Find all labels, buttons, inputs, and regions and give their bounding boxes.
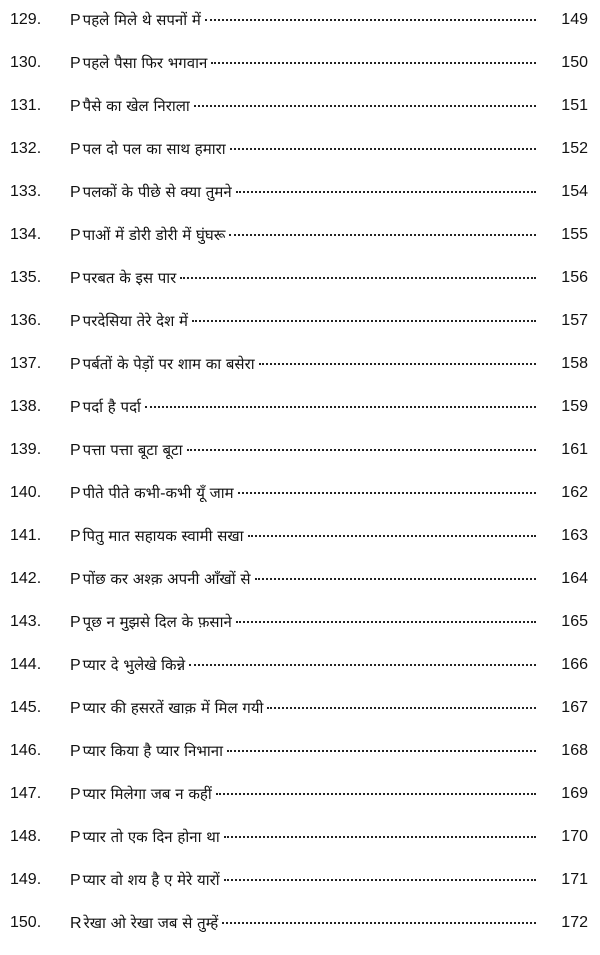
toc-entry bbox=[0, 473, 600, 513]
entry-letter: P bbox=[70, 485, 81, 502]
entry-page-number: 157 bbox=[561, 312, 588, 329]
entry-page-number: 155 bbox=[561, 226, 588, 243]
entry-letter: R bbox=[70, 915, 82, 932]
dot-leader bbox=[267, 707, 536, 709]
entry-text bbox=[70, 913, 540, 933]
entry-letter: P bbox=[70, 786, 81, 803]
entry-text bbox=[70, 225, 540, 245]
entry-title: पहले मिले थे सपनों में bbox=[82, 11, 201, 29]
entry-number: 148. bbox=[10, 828, 42, 845]
entry-text bbox=[70, 96, 540, 116]
entry-letter: P bbox=[70, 227, 81, 244]
entry-title: प्यार किया है प्यार निभाना bbox=[82, 742, 224, 760]
entry-page-number: 156 bbox=[561, 269, 588, 286]
entry-text bbox=[70, 311, 540, 331]
toc-entry bbox=[0, 43, 600, 83]
entry-letter: P bbox=[70, 141, 81, 158]
entry-text bbox=[70, 526, 540, 546]
entry-title: पर्बतों के पेड़ों पर शाम का बसेरा bbox=[82, 355, 255, 373]
entry-letter: P bbox=[70, 12, 81, 29]
entry-page-number: 170 bbox=[561, 828, 588, 845]
toc-entry bbox=[0, 688, 600, 728]
entry-letter: P bbox=[70, 829, 81, 846]
entry-number: 129. bbox=[10, 11, 42, 28]
toc-entry bbox=[0, 215, 600, 255]
entry-title: पलकों के पीछे से क्या तुमने bbox=[82, 183, 232, 201]
entry-title: परबत के इस पार bbox=[82, 269, 177, 287]
entry-text bbox=[70, 354, 540, 374]
toc-entry bbox=[0, 129, 600, 169]
entry-letter: P bbox=[70, 313, 81, 330]
toc-entry bbox=[0, 645, 600, 685]
entry-letter: P bbox=[70, 657, 81, 674]
entry-number: 142. bbox=[10, 570, 42, 587]
entry-page-number: 163 bbox=[561, 527, 588, 544]
entry-title: पीते पीते कभी-कभी यूँ जाम bbox=[82, 484, 234, 502]
entry-title: पोंछ कर अश्क़ अपनी आँखों से bbox=[82, 570, 251, 588]
entry-number: 147. bbox=[10, 785, 42, 802]
entry-page-number: 162 bbox=[561, 484, 588, 501]
entry-number: 136. bbox=[10, 312, 42, 329]
entry-text bbox=[70, 53, 540, 73]
toc-entry bbox=[0, 559, 600, 599]
entry-title: पर्दा है पर्दा bbox=[82, 398, 141, 416]
entry-text bbox=[70, 440, 540, 460]
entry-title: पितु मात सहायक स्वामी सखा bbox=[82, 527, 244, 545]
entry-page-number: 168 bbox=[561, 742, 588, 759]
entry-page-number: 169 bbox=[561, 785, 588, 802]
entry-number: 131. bbox=[10, 97, 42, 114]
toc-entry bbox=[0, 172, 600, 212]
entry-title: प्यार वो शय है ए मेरे यारों bbox=[82, 871, 220, 889]
entry-page-number: 161 bbox=[561, 441, 588, 458]
toc-entry bbox=[0, 0, 600, 40]
entry-number: 132. bbox=[10, 140, 42, 157]
dot-leader bbox=[227, 750, 536, 752]
dot-leader bbox=[211, 62, 536, 64]
entry-text bbox=[70, 182, 540, 202]
toc-entry bbox=[0, 731, 600, 771]
entry-text bbox=[70, 10, 540, 30]
entry-page-number: 152 bbox=[561, 140, 588, 157]
entry-number: 130. bbox=[10, 54, 42, 71]
entry-text bbox=[70, 397, 540, 417]
entry-text bbox=[70, 483, 540, 503]
toc-entry bbox=[0, 860, 600, 900]
dot-leader bbox=[189, 664, 536, 666]
entry-page-number: 151 bbox=[561, 97, 588, 114]
toc-entry bbox=[0, 301, 600, 341]
entry-letter: P bbox=[70, 270, 81, 287]
dot-leader bbox=[259, 363, 536, 365]
toc-entry bbox=[0, 602, 600, 642]
dot-leader bbox=[248, 535, 536, 537]
dot-leader bbox=[224, 836, 536, 838]
entry-title: पत्ता पत्ता बूटा बूटा bbox=[82, 441, 183, 459]
dot-leader bbox=[187, 449, 536, 451]
dot-leader bbox=[236, 191, 536, 193]
entry-page-number: 171 bbox=[561, 871, 588, 888]
entry-title: परदेसिया तेरे देश में bbox=[82, 312, 189, 330]
entry-page-number: 172 bbox=[561, 914, 588, 931]
dot-leader bbox=[216, 793, 536, 795]
entry-number: 144. bbox=[10, 656, 42, 673]
dot-leader bbox=[145, 406, 536, 408]
entry-letter: P bbox=[70, 872, 81, 889]
entry-page-number: 158 bbox=[561, 355, 588, 372]
dot-leader bbox=[236, 621, 536, 623]
entry-number: 143. bbox=[10, 613, 42, 630]
toc-entry bbox=[0, 258, 600, 298]
toc-entry bbox=[0, 817, 600, 857]
entry-title: प्यार तो एक दिन होना था bbox=[82, 828, 220, 846]
entry-number: 140. bbox=[10, 484, 42, 501]
toc-entry bbox=[0, 86, 600, 126]
entry-number: 137. bbox=[10, 355, 42, 372]
toc-entry bbox=[0, 387, 600, 427]
entry-title: प्यार की हसरतें खाक़ में मिल गयी bbox=[82, 699, 264, 717]
entry-letter: P bbox=[70, 184, 81, 201]
entry-page-number: 150 bbox=[561, 54, 588, 71]
entry-text bbox=[70, 139, 540, 159]
entry-page-number: 165 bbox=[561, 613, 588, 630]
dot-leader bbox=[230, 148, 536, 150]
entry-text bbox=[70, 741, 540, 761]
entry-text bbox=[70, 827, 540, 847]
entry-letter: P bbox=[70, 399, 81, 416]
toc-entry bbox=[0, 774, 600, 814]
entry-number: 146. bbox=[10, 742, 42, 759]
dot-leader bbox=[224, 879, 536, 881]
entry-number: 133. bbox=[10, 183, 42, 200]
entry-letter: P bbox=[70, 98, 81, 115]
toc-entry bbox=[0, 344, 600, 384]
entry-title: रेखा ओ रेखा जब से तुम्हें bbox=[83, 914, 219, 932]
toc-entry bbox=[0, 903, 600, 943]
entry-number: 145. bbox=[10, 699, 42, 716]
entry-number: 134. bbox=[10, 226, 42, 243]
entry-text bbox=[70, 784, 540, 804]
entry-letter: P bbox=[70, 614, 81, 631]
entry-number: 139. bbox=[10, 441, 42, 458]
dot-leader bbox=[238, 492, 536, 494]
dot-leader bbox=[192, 320, 536, 322]
dot-leader bbox=[205, 19, 536, 21]
entry-text bbox=[70, 569, 540, 589]
entry-letter: P bbox=[70, 442, 81, 459]
entry-text bbox=[70, 655, 540, 675]
entry-letter: P bbox=[70, 743, 81, 760]
entry-page-number: 167 bbox=[561, 699, 588, 716]
entry-page-number: 149 bbox=[561, 11, 588, 28]
entry-text bbox=[70, 870, 540, 890]
entry-page-number: 154 bbox=[561, 183, 588, 200]
entry-number: 135. bbox=[10, 269, 42, 286]
entry-page-number: 159 bbox=[561, 398, 588, 415]
entry-title: पैसे का खेल निराला bbox=[82, 97, 190, 115]
entry-letter: P bbox=[70, 55, 81, 72]
entry-page-number: 166 bbox=[561, 656, 588, 673]
dot-leader bbox=[194, 105, 536, 107]
entry-text bbox=[70, 698, 540, 718]
entry-title: प्यार मिलेगा जब न कहीं bbox=[82, 785, 212, 803]
toc-entry bbox=[0, 430, 600, 470]
entry-number: 149. bbox=[10, 871, 42, 888]
entry-number: 138. bbox=[10, 398, 42, 415]
entry-title: पल दो पल का साथ हमारा bbox=[82, 140, 226, 158]
entry-title: पहले पैसा फिर भगवान bbox=[82, 54, 208, 72]
entry-letter: P bbox=[70, 528, 81, 545]
entry-letter: P bbox=[70, 700, 81, 717]
entry-letter: P bbox=[70, 356, 81, 373]
entry-title: पाओं में डोरी डोरी में घुंघरू bbox=[82, 226, 226, 244]
toc-entry bbox=[0, 516, 600, 556]
entry-title: पूछ न मुझसे दिल के फ़साने bbox=[82, 613, 232, 631]
entry-number: 141. bbox=[10, 527, 42, 544]
entry-text bbox=[70, 612, 540, 632]
entry-letter: P bbox=[70, 571, 81, 588]
dot-leader bbox=[180, 277, 536, 279]
entry-title: प्यार दे भुलेखे किन्ने bbox=[82, 656, 186, 674]
dot-leader bbox=[255, 578, 537, 580]
entry-text bbox=[70, 268, 540, 288]
dot-leader bbox=[229, 234, 536, 236]
entry-page-number: 164 bbox=[561, 570, 588, 587]
entry-number: 150. bbox=[10, 914, 42, 931]
dot-leader bbox=[222, 922, 536, 924]
